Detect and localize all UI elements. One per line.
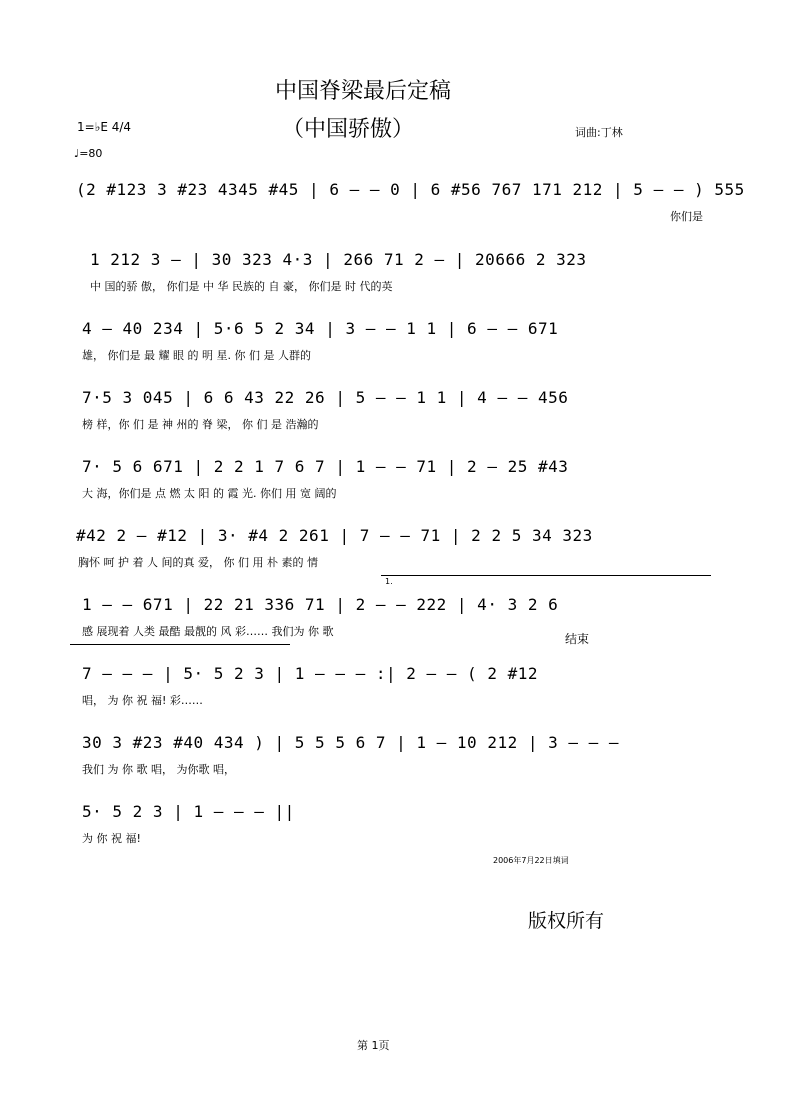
score-line-4 <box>0 388 790 458</box>
copyright-notice: 版权所有 <box>528 910 605 932</box>
lyrics: 榜 样，你 们 是 神 州的 脊 梁， 你 们 是 浩瀚的 <box>82 418 319 431</box>
notes: 5· 5 2 3 | 1 – – – || <box>82 802 295 821</box>
notes: 7· 5 6 671 | 2 2 1 7 6 7 | 1 – – 71 | 2 – 25 #43 <box>82 457 569 476</box>
lyrics: 感 展现着 人类 最酷 最靓的 风 彩…… 我们为 你 歌 <box>82 625 334 638</box>
notes: #42 2 – #12 | 3· #4 2 261 | 7 – – 71 | 2 2 5 34 323 <box>76 526 593 545</box>
page-subtitle: （中国骄傲） <box>282 117 415 142</box>
lyrics: 雄， 你们是 最 耀 眼 的 明 星. 你 们 是 人群的 <box>82 349 311 362</box>
volta-bracket <box>381 575 711 576</box>
lyrics: 为 你 祝 福! <box>82 832 141 845</box>
score-line-3 <box>0 319 790 389</box>
notes: 30 3 #23 #40 434 ) | 5 5 5 6 7 | 1 – 10 212 | 3 – – – <box>82 733 620 752</box>
notes: 1 212 3 – | 30 323 4·3 | 266 71 2 – | 20666 2 323 <box>90 250 587 269</box>
score-line-10 <box>0 802 790 872</box>
tempo-marking: ♩=80 <box>74 147 103 160</box>
author-credit: 词曲:丁林 <box>575 126 623 139</box>
score-line-6 <box>0 526 790 596</box>
page-title: 中国脊梁最后定稿 <box>275 79 452 104</box>
notes: 1 – – 671 | 22 21 336 71 | 2 – – 222 | 4· 3 2 6 <box>82 595 559 614</box>
repeat-bracket <box>70 644 290 645</box>
lyrics: 我们 为 你 歌 唱， 为你歌 唱， <box>82 763 235 776</box>
score-line-5 <box>0 457 790 527</box>
notes: (2 #123 3 #23 4345 #45 | 6 – – 0 | 6 #56 767 171 212 | 5 – – ) 555 <box>76 180 745 199</box>
lyrics: 中 国的骄 傲， 你们是 中 华 民族的 自 豪， 你们是 时 代的英 <box>90 280 393 293</box>
lyrics: 大 海，你们是 点 燃 太 阳 的 霞 光. 你们 用 宽 阔的 <box>82 487 337 500</box>
notes: 7·5 3 045 | 6 6 43 22 26 | 5 – – 1 1 | 4 – – 456 <box>82 388 569 407</box>
key-signature: 1=♭E 4/4 <box>77 120 132 134</box>
notes: 7 – – – | 5· 5 2 3 | 1 – – – :| 2 – – ( 2 #12 <box>82 664 538 683</box>
ending-mark: 结束 <box>565 632 590 646</box>
volta-number: 1. <box>385 577 393 586</box>
score-line-8 <box>0 664 790 734</box>
score-line-1 <box>0 180 790 250</box>
lyrics: 唱， 为 你 祝 福! 彩…… <box>82 694 203 707</box>
date-note: 2006年7月22日填词 <box>493 856 569 865</box>
lyrics: 胸怀 呵 护 着 人 间的真 爱， 你 们 用 朴 素的 情 <box>78 556 318 569</box>
score-line-7 <box>0 595 790 665</box>
notes: 4 – 40 234 | 5·6 5 2 34 | 3 – – 1 1 | 6 – – 671 <box>82 319 559 338</box>
score-line-9 <box>0 733 790 803</box>
lyrics: 你们是 <box>670 210 703 223</box>
score-line-2 <box>0 250 790 320</box>
page-number: 第 1页 <box>357 1039 390 1052</box>
